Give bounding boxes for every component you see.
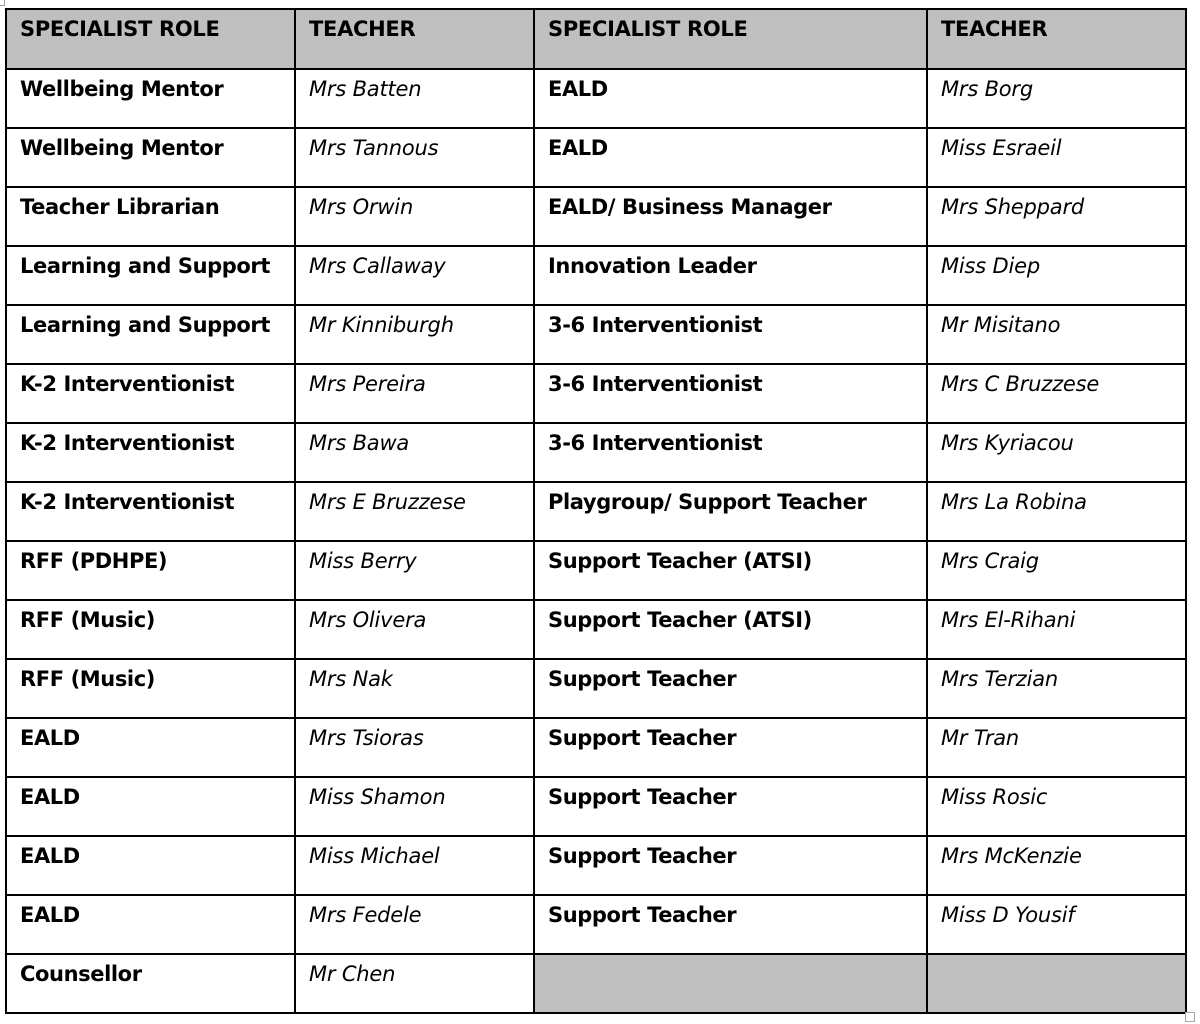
table-row (6, 600, 1186, 659)
specialist-role-cell: K-2 Interventionist (6, 423, 295, 482)
teacher-cell: Mrs Orwin (295, 187, 534, 246)
teacher-cell: Mrs Nak (295, 659, 534, 718)
teacher-cell: Mrs Callaway (295, 246, 534, 305)
specialist-role-cell: Wellbeing Mentor (6, 128, 295, 187)
specialist-role-cell: RFF (PDHPE) (6, 541, 295, 600)
teacher-cell: Mrs La Robina (927, 482, 1186, 541)
teacher-cell: Miss D Yousif (927, 895, 1186, 954)
specialist-role-cell: 3-6 Interventionist (534, 305, 927, 364)
specialist-role-cell: EALD/ Business Manager (534, 187, 927, 246)
header-teacher-1: TEACHER (295, 9, 534, 69)
teacher-cell: Mrs Fedele (295, 895, 534, 954)
teacher-cell: Mrs Olivera (295, 600, 534, 659)
specialist-role-cell: EALD (6, 718, 295, 777)
header-row (6, 9, 1186, 69)
teacher-cell: Mr Kinniburgh (295, 305, 534, 364)
table-row (6, 718, 1186, 777)
empty-shaded-cell (927, 954, 1186, 1013)
header-teacher-2: TEACHER (927, 9, 1186, 69)
specialist-role-cell: Support Teacher (ATSI) (534, 600, 927, 659)
specialist-role-cell: Innovation Leader (534, 246, 927, 305)
teacher-cell: Mrs E Bruzzese (295, 482, 534, 541)
teacher-cell: Mrs Tannous (295, 128, 534, 187)
specialist-role-cell: Wellbeing Mentor (6, 69, 295, 128)
table-row (6, 482, 1186, 541)
table-row (6, 364, 1186, 423)
teacher-cell: Mrs Terzian (927, 659, 1186, 718)
specialist-role-cell: Support Teacher (534, 836, 927, 895)
teacher-cell: Miss Rosic (927, 777, 1186, 836)
table-row (6, 954, 1186, 1013)
teacher-cell: Mr Misitano (927, 305, 1186, 364)
header-specialist-role-2: SPECIALIST ROLE (534, 9, 927, 69)
table-row (6, 69, 1186, 128)
teacher-cell: Mrs Tsioras (295, 718, 534, 777)
teacher-cell: Mrs El-Rihani (927, 600, 1186, 659)
table-row (6, 187, 1186, 246)
table-move-handle[interactable] (0, 0, 5, 6)
table-row (6, 541, 1186, 600)
specialist-role-cell: Support Teacher (ATSI) (534, 541, 927, 600)
specialist-role-cell: Learning and Support (6, 305, 295, 364)
specialist-role-cell: RFF (Music) (6, 659, 295, 718)
teacher-cell: Mrs Sheppard (927, 187, 1186, 246)
header-specialist-role-1: SPECIALIST ROLE (6, 9, 295, 69)
table-row (6, 836, 1186, 895)
teacher-cell: Mrs McKenzie (927, 836, 1186, 895)
specialist-role-cell: 3-6 Interventionist (534, 364, 927, 423)
specialist-role-cell: EALD (6, 836, 295, 895)
teacher-cell: Mrs Craig (927, 541, 1186, 600)
teacher-cell: Mrs Bawa (295, 423, 534, 482)
teacher-cell: Mrs Borg (927, 69, 1186, 128)
specialist-role-cell: Support Teacher (534, 895, 927, 954)
specialist-role-cell: EALD (6, 777, 295, 836)
table-resize-handle[interactable] (1185, 1012, 1195, 1022)
specialist-role-cell: Support Teacher (534, 777, 927, 836)
specialist-role-cell: RFF (Music) (6, 600, 295, 659)
teacher-cell: Miss Esraeil (927, 128, 1186, 187)
specialist-role-cell: 3-6 Interventionist (534, 423, 927, 482)
specialist-role-cell: EALD (534, 128, 927, 187)
specialist-role-cell: Counsellor (6, 954, 295, 1013)
teacher-cell: Mr Chen (295, 954, 534, 1013)
table-row (6, 246, 1186, 305)
specialist-role-cell: K-2 Interventionist (6, 364, 295, 423)
specialist-role-cell: Playgroup/ Support Teacher (534, 482, 927, 541)
table-row (6, 777, 1186, 836)
teacher-cell: Mrs Kyriacou (927, 423, 1186, 482)
teacher-cell: Mr Tran (927, 718, 1186, 777)
teacher-cell: Miss Berry (295, 541, 534, 600)
table-row (6, 423, 1186, 482)
teacher-cell: Mrs Batten (295, 69, 534, 128)
specialist-role-cell: Support Teacher (534, 659, 927, 718)
teacher-cell: Mrs C Bruzzese (927, 364, 1186, 423)
specialist-role-cell: Support Teacher (534, 718, 927, 777)
specialist-role-cell: Teacher Librarian (6, 187, 295, 246)
specialist-roles-table (5, 8, 1187, 1014)
empty-shaded-cell (534, 954, 927, 1013)
specialist-role-cell: EALD (534, 69, 927, 128)
table-row (6, 659, 1186, 718)
specialist-role-cell: Learning and Support (6, 246, 295, 305)
teacher-cell: Miss Diep (927, 246, 1186, 305)
table-row (6, 895, 1186, 954)
teacher-cell: Miss Michael (295, 836, 534, 895)
teacher-cell: Mrs Pereira (295, 364, 534, 423)
teacher-cell: Miss Shamon (295, 777, 534, 836)
specialist-role-cell: EALD (6, 895, 295, 954)
specialist-role-cell: K-2 Interventionist (6, 482, 295, 541)
table-row (6, 128, 1186, 187)
table-row (6, 305, 1186, 364)
